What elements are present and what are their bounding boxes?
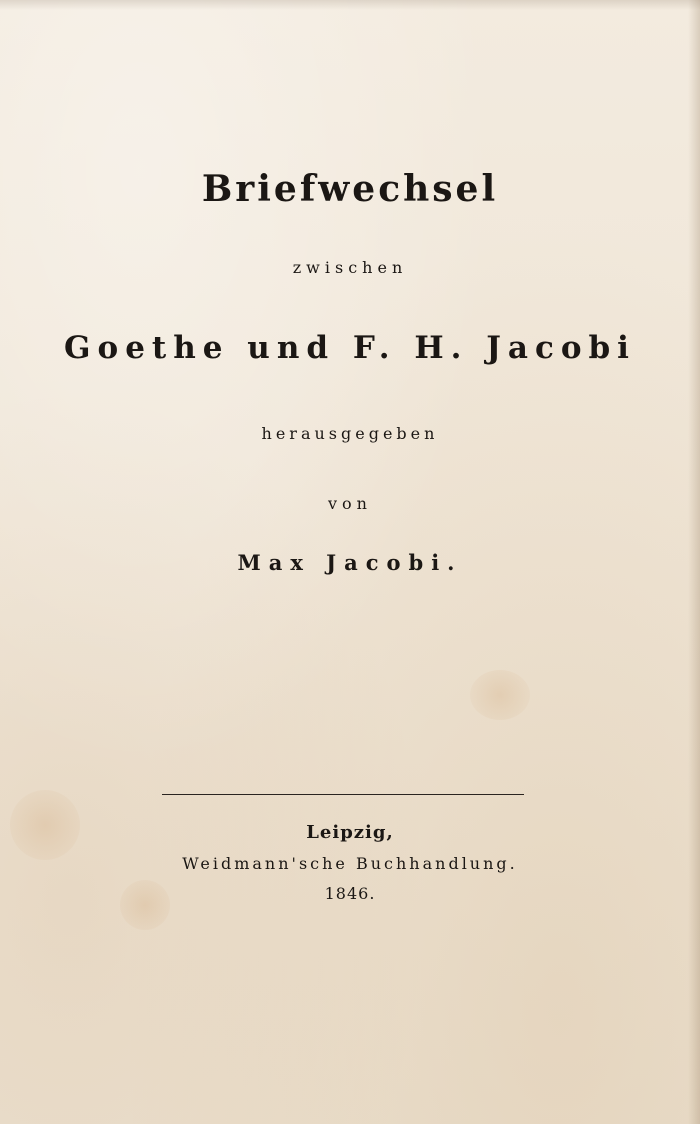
editor-prefix: herausgegeben (261, 424, 439, 443)
paper-stain (470, 670, 530, 720)
book-title: Briefwechsel (201, 168, 499, 210)
imprint-place: Leipzig, (306, 822, 394, 843)
page-edge-shadow (0, 0, 700, 10)
imprint-publisher: Weidmann'sche Buchhandlung. (182, 854, 518, 873)
editor-by: von (328, 494, 372, 513)
imprint-year: 1846. (324, 884, 376, 903)
editor-name: Max Jacobi. (237, 550, 463, 575)
subjects-line: Goethe und F. H. Jacobi (64, 330, 636, 366)
divider-rule (162, 794, 524, 795)
connector-text: zwischen (292, 258, 408, 277)
